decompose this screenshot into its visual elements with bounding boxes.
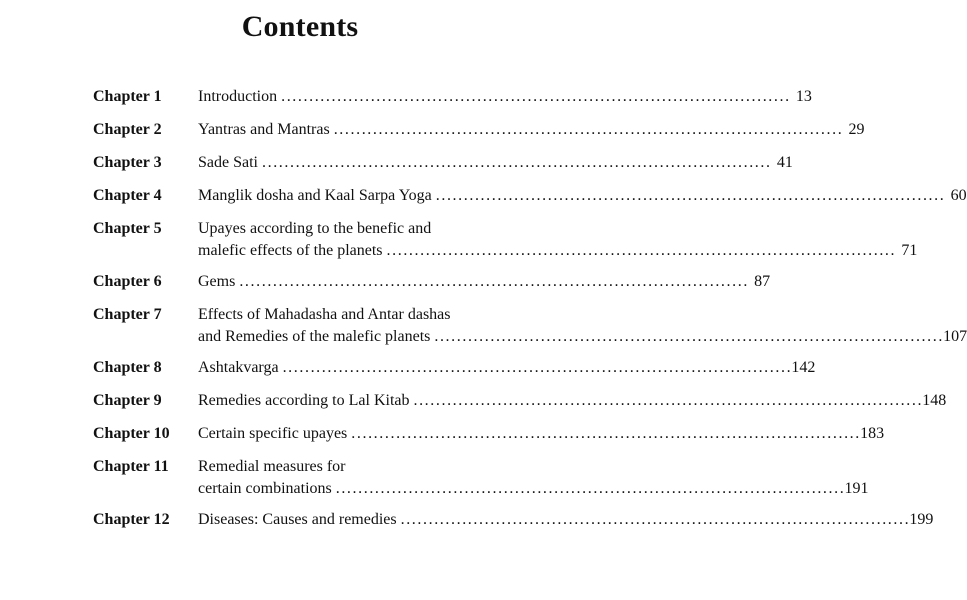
chapter-title-line <box>198 509 933 531</box>
chapter-title <box>198 218 917 262</box>
chapter-title <box>198 357 815 379</box>
chapter-title-text: certain combinations <box>198 480 332 497</box>
page-number: 148 <box>922 392 947 409</box>
toc-entry <box>93 304 967 348</box>
chapter-title-line <box>198 240 917 262</box>
chapter-title-text: Upayes according to the benefic and <box>198 220 432 237</box>
dot-leader <box>387 240 894 262</box>
page-number: 29 <box>848 121 865 138</box>
chapter-title-line <box>198 86 812 108</box>
chapter-label: Chapter 8 <box>93 359 162 376</box>
toc-entry <box>93 152 793 174</box>
chapter-title-text: Introduction <box>198 88 278 105</box>
chapter-title-text: Sade Sati <box>198 154 258 171</box>
chapter-title-text: and Remedies of the malefic planets <box>198 328 431 345</box>
chapter-label: Chapter 1 <box>93 88 162 105</box>
toc-entry <box>93 271 771 293</box>
dot-leader <box>334 119 841 141</box>
toc-entry <box>93 86 812 108</box>
page-number: 183 <box>860 425 885 442</box>
toc-entry <box>93 456 869 500</box>
chapter-title-text: Diseases: Causes and remedies <box>198 511 397 528</box>
chapter-title-text: Remedies according to Lal Kitab <box>198 392 410 409</box>
chapter-label: Chapter 3 <box>93 154 162 171</box>
page-number: 87 <box>754 273 771 290</box>
chapter-label: Chapter 5 <box>93 220 162 237</box>
dot-leader <box>413 390 920 412</box>
page-number: 142 <box>791 359 816 376</box>
chapter-title-line <box>198 271 770 293</box>
dot-leader <box>401 509 908 531</box>
chapter-title-text: Gems <box>198 273 236 290</box>
dot-leader <box>239 271 746 293</box>
chapter-title <box>198 185 967 207</box>
dot-leader <box>336 478 843 500</box>
page-number: 41 <box>776 154 793 171</box>
dot-leader <box>262 152 769 174</box>
chapter-title <box>198 390 946 412</box>
toc-entry <box>93 390 947 412</box>
chapter-title <box>198 119 865 141</box>
chapter-title-line <box>198 304 967 326</box>
chapter-title <box>198 271 770 293</box>
chapter-title-text: Certain specific upayes <box>198 425 348 442</box>
chapter-title-text: Yantras and Mantras <box>198 121 330 138</box>
page-number: 191 <box>844 480 869 497</box>
chapter-title-line <box>198 456 869 478</box>
dot-leader <box>281 86 788 108</box>
dot-leader <box>436 185 943 207</box>
chapter-title <box>198 304 967 348</box>
chapter-title <box>198 152 793 174</box>
chapter-title-text: Ashtakvarga <box>198 359 279 376</box>
chapter-label: Chapter 2 <box>93 121 162 138</box>
chapter-title <box>198 423 884 445</box>
chapter-label: Chapter 6 <box>93 273 162 290</box>
chapter-title-line <box>198 119 865 141</box>
chapter-title-text: Effects of Mahadasha and Antar dashas <box>198 306 451 323</box>
dot-leader <box>351 423 858 445</box>
chapter-title <box>198 86 812 108</box>
chapter-label: Chapter 11 <box>93 458 169 475</box>
toc-entry <box>93 509 934 531</box>
page-number: 60 <box>950 187 967 204</box>
chapter-title-line <box>198 478 869 500</box>
chapter-title-text: Manglik dosha and Kaal Sarpa Yoga <box>198 187 432 204</box>
chapter-label: Chapter 12 <box>93 511 170 528</box>
chapter-title-line <box>198 390 946 412</box>
toc-entry <box>93 185 967 207</box>
page-number: 13 <box>795 88 812 105</box>
chapter-label: Chapter 7 <box>93 306 162 323</box>
chapter-label: Chapter 4 <box>93 187 162 204</box>
page-title: Contents <box>241 10 359 43</box>
chapter-title <box>198 456 869 500</box>
page-number: 71 <box>901 242 918 259</box>
chapter-title-text: Remedial measures for <box>198 458 346 475</box>
chapter-title-line <box>198 423 884 445</box>
dot-leader <box>434 326 941 348</box>
dot-leader <box>283 357 790 379</box>
toc-entry <box>93 357 816 379</box>
toc-entry <box>93 218 918 262</box>
chapter-title-text: malefic effects of the planets <box>198 242 383 259</box>
toc-entry <box>93 119 865 141</box>
table-of-contents <box>93 86 967 542</box>
chapter-label: Chapter 10 <box>93 425 170 442</box>
page-number: 107 <box>943 328 967 345</box>
page-number: 199 <box>909 511 934 528</box>
toc-entry <box>93 423 885 445</box>
chapter-label: Chapter 9 <box>93 392 162 409</box>
chapter-title-line <box>198 326 967 348</box>
chapter-title-line <box>198 357 815 379</box>
chapter-title <box>198 509 933 531</box>
chapter-title-line <box>198 185 967 207</box>
chapter-title-line <box>198 218 917 240</box>
chapter-title-line <box>198 152 793 174</box>
